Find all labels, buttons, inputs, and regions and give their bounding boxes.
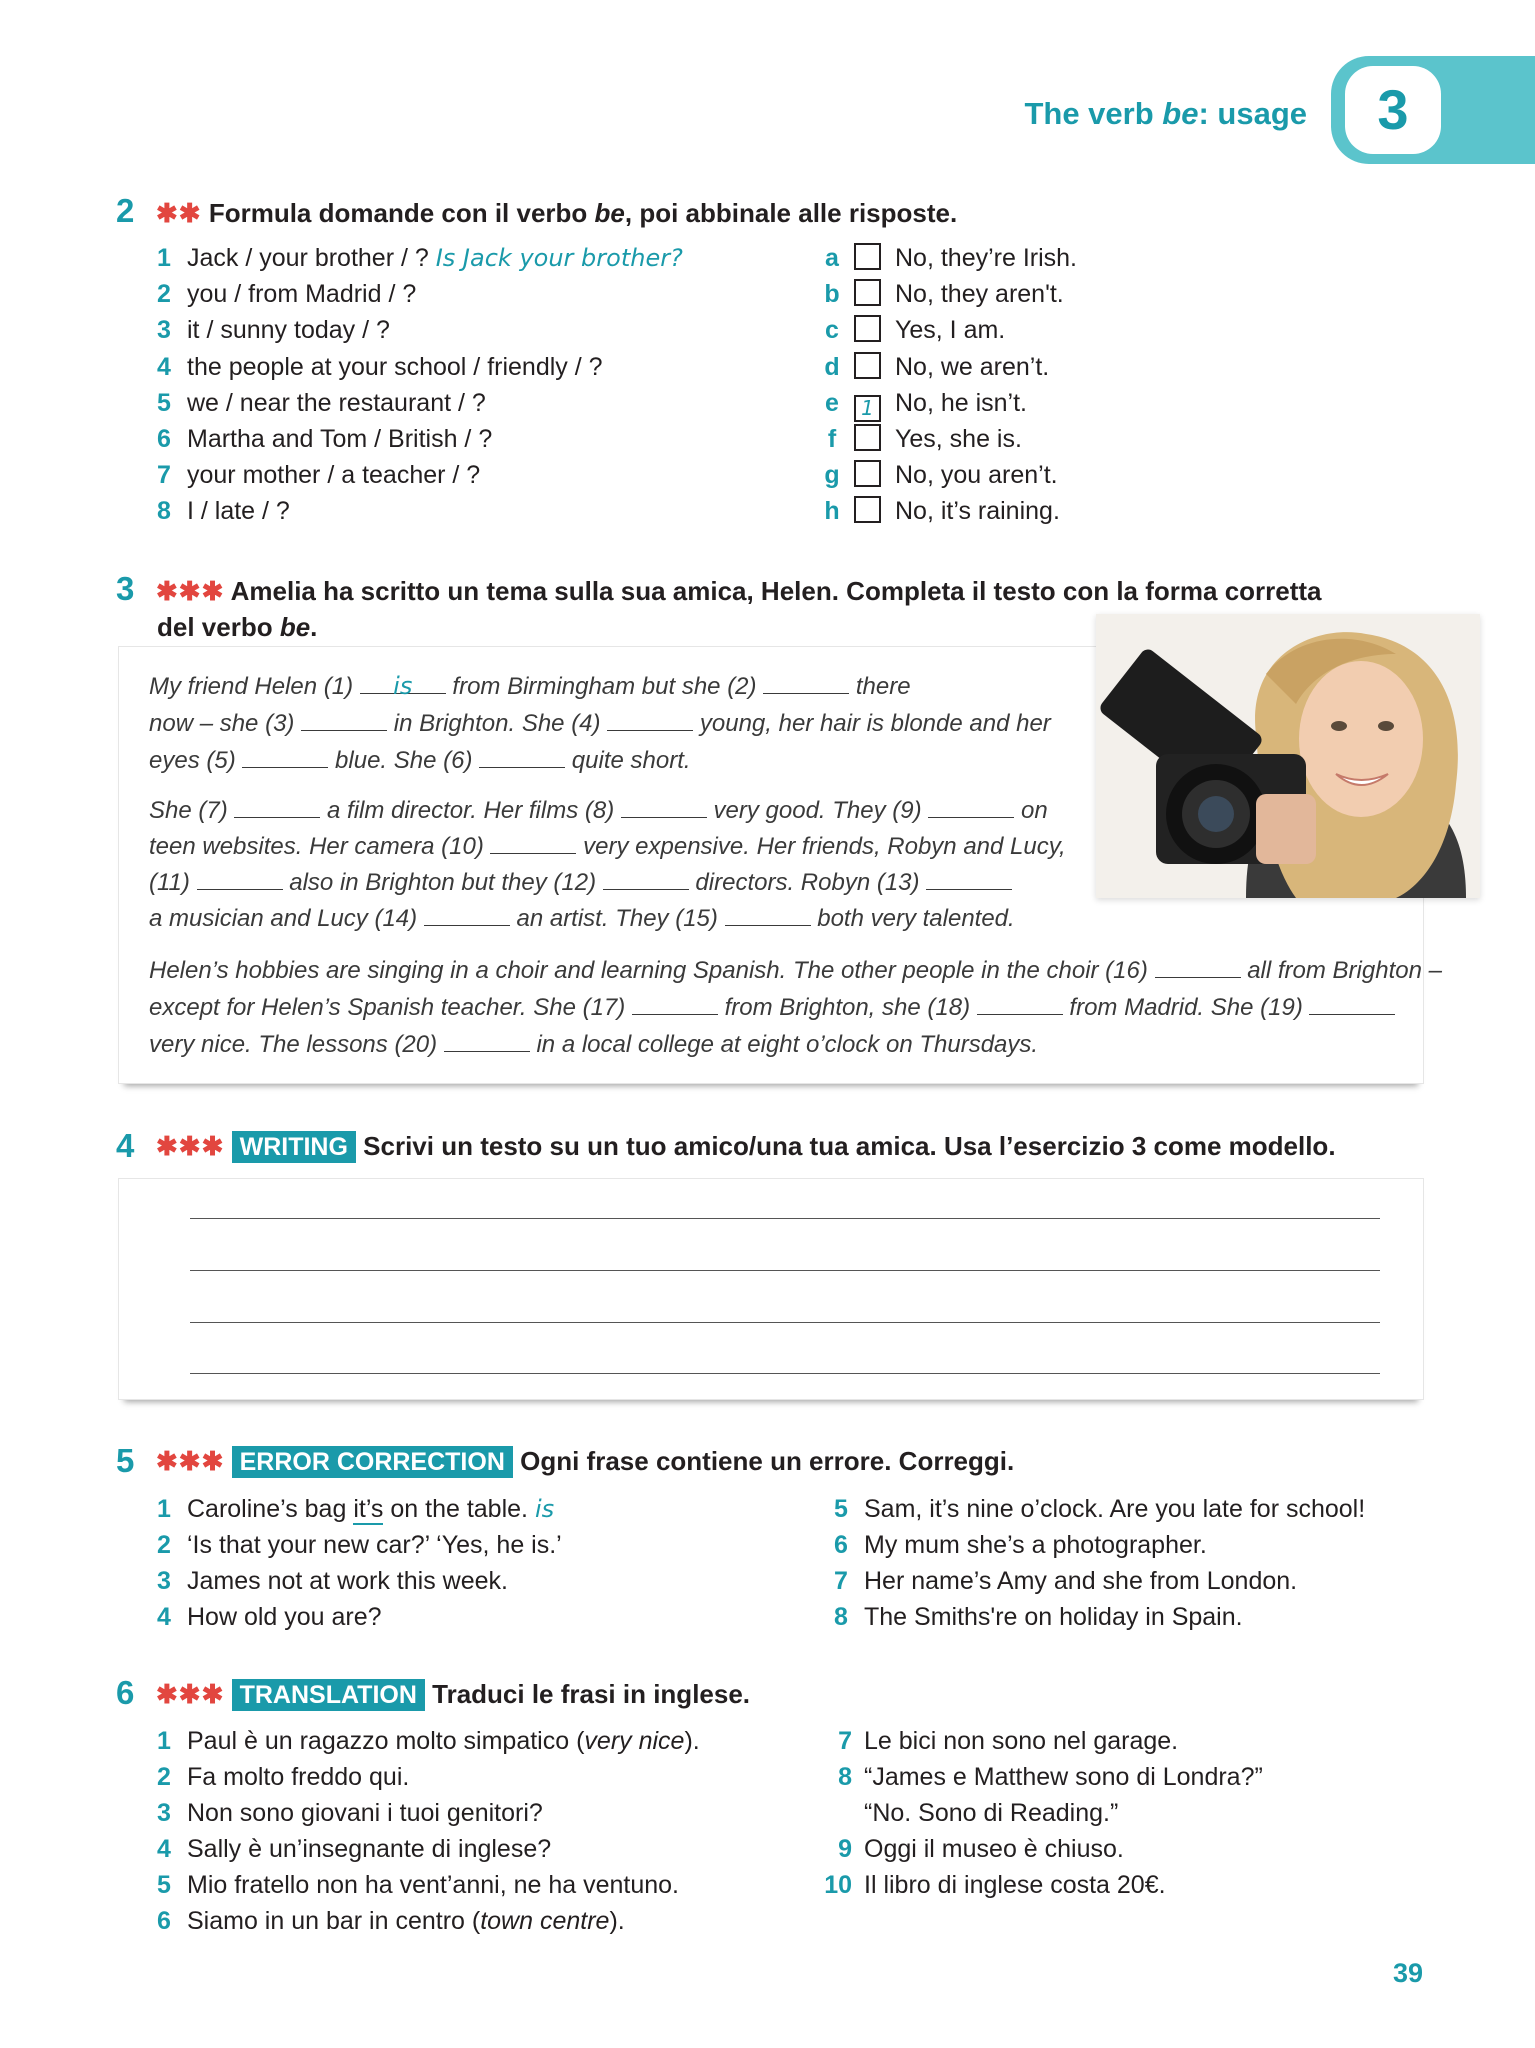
exercise-5-number: 5 xyxy=(116,1442,135,1479)
exercise-4-number: 4 xyxy=(116,1127,135,1164)
blank-9[interactable] xyxy=(928,796,1014,818)
exercise-6-number: 6 xyxy=(116,1674,135,1711)
error-sentence: 8 The Smiths're on holiday in Spain. xyxy=(834,1603,1243,1631)
answer-row: d No, we aren’t. xyxy=(824,353,1050,381)
page-title: The verb be: usage xyxy=(1024,96,1307,131)
error-sentence: 6 My mum she’s a photographer. xyxy=(834,1531,1207,1559)
unit-number: 3 xyxy=(1345,66,1441,154)
translation-sentence: 8 “James e Matthew sono di Londra?” xyxy=(838,1763,1263,1791)
question-row: 8 I / late / ? xyxy=(157,497,290,525)
handwritten-answer: Is Jack your brother? xyxy=(435,244,683,272)
translation-label: TRANSLATION xyxy=(232,1679,425,1711)
writing-panel xyxy=(118,1178,1424,1400)
blank-18[interactable] xyxy=(977,993,1063,1015)
translation-sentence: 2 Fa molto freddo qui. xyxy=(157,1763,410,1791)
underlined-error: it’s xyxy=(353,1495,384,1523)
blank-13[interactable] xyxy=(926,868,1012,890)
exercise-3-number: 3 xyxy=(116,570,135,607)
writing-label: WRITING xyxy=(232,1131,356,1163)
error-sentence: 7 Her name’s Amy and she from London. xyxy=(834,1567,1298,1595)
exercise-5-instruction: ✱✱✱ ERROR CORRECTION Ogni frase contiene un errore. Correggi. xyxy=(156,1446,1015,1476)
writing-line[interactable] xyxy=(190,1373,1380,1374)
difficulty-stars: ✱✱ xyxy=(156,198,202,228)
blank-7[interactable] xyxy=(234,796,320,818)
difficulty-stars: ✱✱✱ xyxy=(156,1131,225,1161)
blank-12[interactable] xyxy=(603,868,689,890)
blank-16[interactable] xyxy=(1155,956,1241,978)
exercise-2-instruction: ✱✱ Formula domande con il verbo be, poi abbinale alle risposte. xyxy=(156,198,958,228)
blank-1[interactable]: is xyxy=(360,672,446,694)
photo-illustration xyxy=(1096,614,1480,898)
difficulty-stars: ✱✱✱ xyxy=(156,1446,225,1476)
match-checkbox[interactable] xyxy=(854,424,881,451)
match-checkbox[interactable]: 1 xyxy=(854,395,881,422)
exercise-2-number: 2 xyxy=(116,192,135,229)
answer-row: c Yes, I am. xyxy=(825,316,1006,344)
error-sentence: 1 Caroline’s bag it’s on the table. is xyxy=(157,1495,555,1523)
exercise-6-instruction: ✱✱✱ TRANSLATION Traduci le frasi in inglese. xyxy=(156,1679,751,1709)
writing-line[interactable] xyxy=(190,1218,1380,1219)
translation-sentence: 7 Le bici non sono nel garage. xyxy=(838,1727,1179,1755)
question-row: 1 Jack / your brother / ? Is Jack your brother? xyxy=(157,244,683,272)
question-row: 6 Martha and Tom / British / ? xyxy=(157,425,493,453)
question-row: 7 your mother / a teacher / ? xyxy=(157,461,481,489)
writing-line[interactable] xyxy=(190,1322,1380,1323)
match-checkbox[interactable] xyxy=(854,352,881,379)
difficulty-stars: ✱✱✱ xyxy=(156,576,225,606)
blank-4[interactable] xyxy=(607,709,693,731)
translation-sentence: 1 Paul è un ragazzo molto simpatico (very nice). xyxy=(157,1727,700,1755)
blank-19[interactable] xyxy=(1309,993,1395,1015)
match-checkbox[interactable] xyxy=(854,243,881,270)
error-sentence: 4 How old you are? xyxy=(157,1603,382,1631)
answer-row: b No, they aren't. xyxy=(824,280,1064,308)
translation-sentence: “No. Sono di Reading.” xyxy=(864,1799,1119,1827)
question-row: 2 you / from Madrid / ? xyxy=(157,280,417,308)
blank-11[interactable] xyxy=(197,868,283,890)
page-number: 39 xyxy=(1393,1958,1424,1988)
question-row: 5 we / near the restaurant / ? xyxy=(157,389,486,417)
translation-sentence: 4 Sally è un’insegnante di inglese? xyxy=(157,1835,552,1863)
writing-line[interactable] xyxy=(190,1270,1380,1271)
blank-2[interactable] xyxy=(763,672,849,694)
answer-row: g No, you aren’t. xyxy=(824,461,1058,489)
match-checkbox[interactable] xyxy=(854,460,881,487)
translation-sentence: 3 Non sono giovani i tuoi genitori? xyxy=(157,1799,543,1827)
error-sentence: 5 Sam, it’s nine o’clock. Are you late for school! xyxy=(834,1495,1366,1523)
match-checkbox[interactable] xyxy=(854,496,881,523)
error-sentence: 3 James not at work this week. xyxy=(157,1567,508,1595)
blank-5[interactable] xyxy=(242,746,328,768)
blank-8[interactable] xyxy=(621,796,707,818)
girl-with-camera-photo xyxy=(1096,614,1480,898)
answer-row: e 1 No, he isn’t. xyxy=(825,389,1028,420)
translation-sentence: 5 Mio fratello non ha vent’anni, ne ha ventuno. xyxy=(157,1871,680,1899)
error-correction-label: ERROR CORRECTION xyxy=(232,1446,513,1478)
blank-6[interactable] xyxy=(479,746,565,768)
answer-row: f Yes, she is. xyxy=(827,425,1022,453)
question-row: 4 the people at your school / friendly / ? xyxy=(157,353,603,381)
handwritten-correction: is xyxy=(534,1495,555,1523)
error-sentence: 2 ‘Is that your new car?’ ‘Yes, he is.’ xyxy=(157,1531,562,1559)
blank-17[interactable] xyxy=(632,993,718,1015)
blank-3[interactable] xyxy=(301,709,387,731)
difficulty-stars: ✱✱✱ xyxy=(156,1679,225,1709)
blank-10[interactable] xyxy=(490,832,576,854)
answer-row: a No, they’re Irish. xyxy=(825,244,1078,272)
exercise-3-instruction: ✱✱✱ Amelia ha scritto un tema sulla sua amica, Helen. Completa il testo con la forma corretta xyxy=(156,576,1322,606)
blank-15[interactable] xyxy=(725,904,811,926)
exercise-3-instruction-cont: del verbo be. xyxy=(157,612,318,642)
question-row: 3 it / sunny today / ? xyxy=(157,316,390,344)
translation-sentence: 10 Il libro di inglese costa 20€. xyxy=(824,1871,1166,1899)
answer-row: h No, it’s raining. xyxy=(824,497,1060,525)
translation-sentence: 9 Oggi il museo è chiuso. xyxy=(838,1835,1124,1863)
blank-20[interactable] xyxy=(444,1030,530,1052)
translation-sentence: 6 Siamo in un bar in centro (town centre). xyxy=(157,1907,625,1935)
exercise-4-instruction: ✱✱✱ WRITING Scrivi un testo su un tuo amico/una tua amica. Usa l’esercizio 3 come modello. xyxy=(156,1131,1336,1161)
match-checkbox[interactable] xyxy=(854,279,881,306)
match-checkbox[interactable] xyxy=(854,315,881,342)
blank-14[interactable] xyxy=(424,904,510,926)
